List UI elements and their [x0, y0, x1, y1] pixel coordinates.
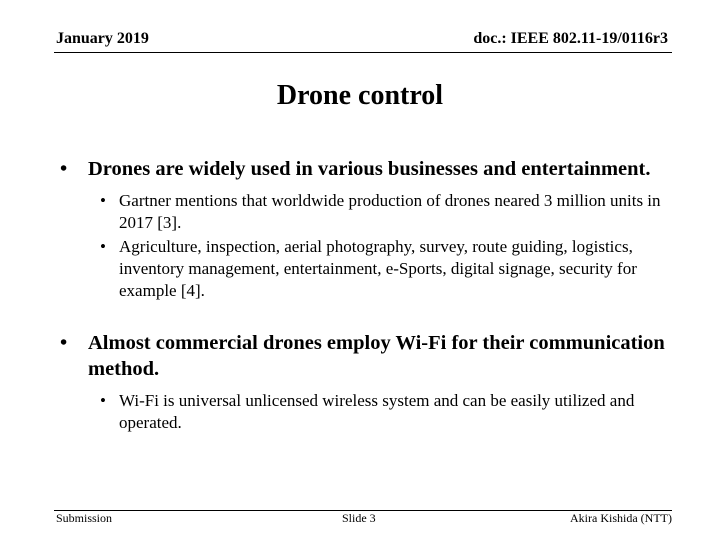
slide-body: [56, 156, 676, 434]
bullet-level1: [56, 156, 676, 182]
bullet-level2: [100, 390, 676, 434]
bullet-dot-icon: •: [100, 237, 106, 256]
bullet-text: Wi-Fi is universal unlicensed wireless system and can be easily utilized and operated.: [119, 391, 635, 432]
bullet-dot-icon: •: [100, 191, 106, 210]
bullet-level1: [56, 330, 676, 382]
bullet-dot-icon: •: [60, 332, 68, 354]
footer-slide-number: Slide 3: [342, 511, 376, 525]
bullet-dot-icon: •: [100, 391, 106, 410]
bullet-text: Almost commercial drones employ Wi-Fi for their communication method.: [88, 332, 665, 380]
footer-author: Akira Kishida (NTT): [570, 511, 672, 525]
bullet-text: Agriculture, inspection, aerial photography, survey, route guiding, logistics, inventory management, entertainment, e-Sports, digital signage, security for example [4].: [119, 237, 637, 300]
slide-title: Drone control: [276, 80, 444, 111]
header-divider: [54, 52, 672, 53]
bullet-level2: [100, 190, 676, 234]
bullet-dot-icon: •: [60, 158, 68, 180]
header-doc-id: doc.: IEEE 802.11-19/0116r3: [473, 30, 668, 47]
bullet-text: Drones are widely used in various businesses and entertainment.: [88, 158, 651, 180]
footer-submission: Submission: [56, 511, 113, 525]
bullet-text: Gartner mentions that worldwide production of drones neared 3 million units in 2017 [3].: [119, 191, 661, 232]
bullet-level2: [100, 236, 676, 302]
header-date: January 2019: [56, 30, 149, 47]
